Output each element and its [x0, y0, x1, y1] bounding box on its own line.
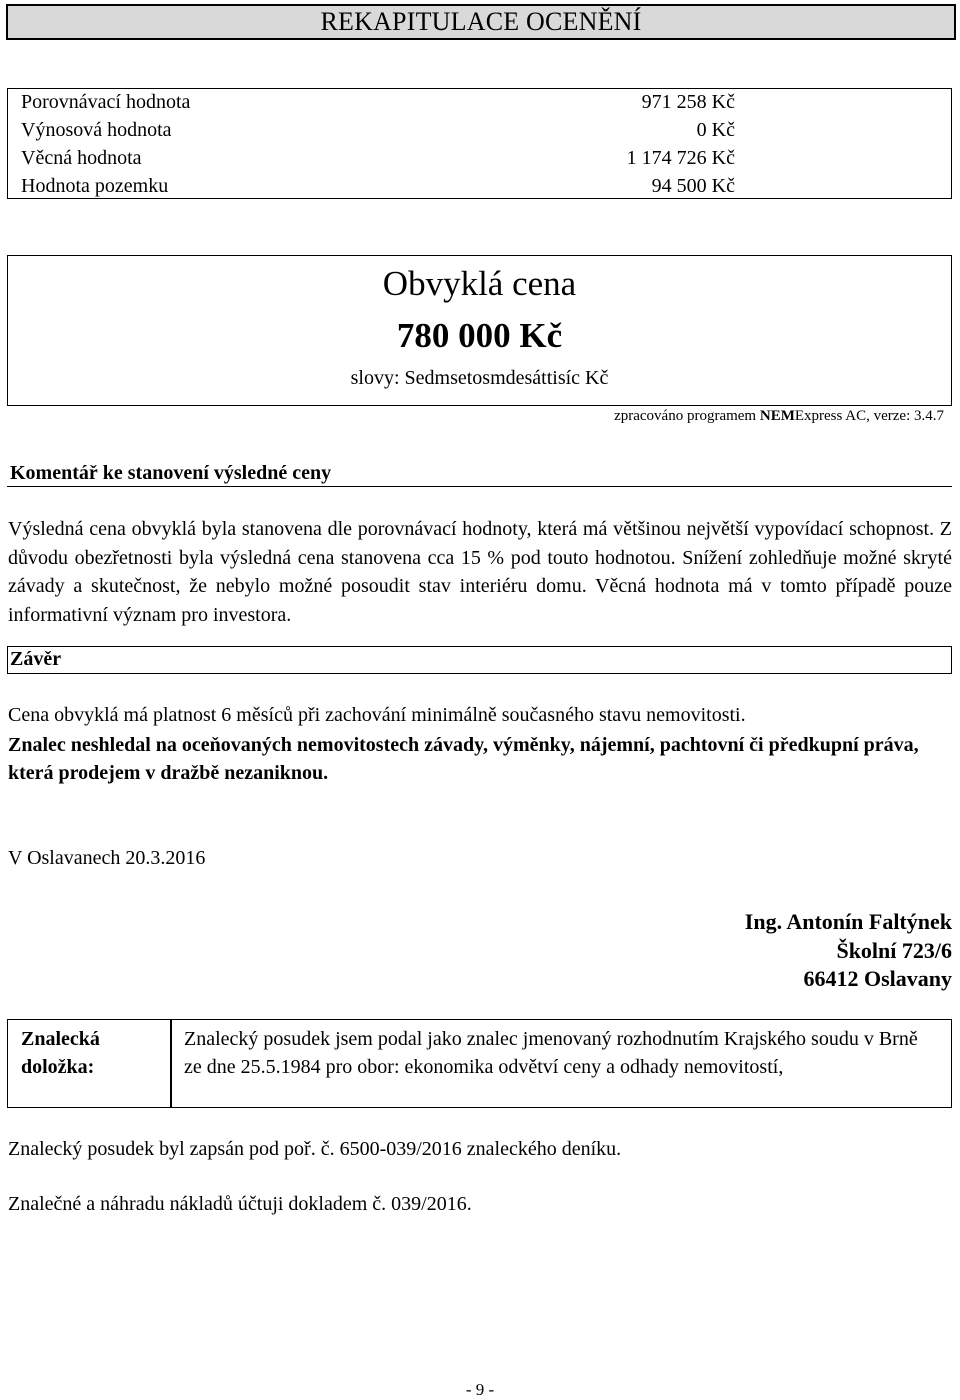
costs-invoice-line: Znalečné a náhradu nákladů účtuji dokladem č. 039/2016.: [8, 1193, 472, 1215]
program-note-brand: NEM: [759, 408, 795, 424]
diary-record-line: Znalecký posudek byl zapsán pod poř. č. 6500-039/2016 znaleckého deníku.: [8, 1138, 622, 1160]
expert-clause: [7, 1019, 952, 1108]
signature-street: Školní 723/6: [836, 937, 952, 963]
comment-text: Výsledná cena obvyklá byla stanovena dle porovnávací hodnoty, která má většinou největší vypovídací schopnost. Z důvodu obezřetnosti byla výsledná cena stanovena cca 15 % pod touto hodnotou. Snížení zohledňuje možné skryté závady a skutečnost, že nebylo možné posoudit stav interiéru domu. Věcná hodnota má v tomto případě pouze informativní význam pro investora.: [8, 518, 952, 626]
value-label: Porovnávací hodnota: [21, 91, 191, 113]
usual-price-box: [7, 255, 952, 406]
value-label: Věcná hodnota: [21, 147, 142, 169]
place-date: V Oslavanech 20.3.2016: [8, 847, 206, 869]
value-amount: 1 174 726 Kč: [626, 147, 735, 169]
page-number: - 9 -: [465, 1380, 495, 1399]
value-row: [8, 175, 951, 203]
comment-heading-text: Komentář ke stanovení výsledné ceny: [10, 462, 332, 484]
program-note-suffix: Express AC, verze: 3.4.7: [794, 408, 944, 424]
expert-clause-divider: [170, 1020, 172, 1107]
page-title-text: REKAPITULACE OCENĚNÍ: [320, 7, 642, 36]
value-label: Výnosová hodnota: [21, 119, 172, 141]
expert-clause-label: [21, 1025, 100, 1081]
validity-text: Cena obvyklá má platnost 6 měsíců při zachování minimálně současného stavu nemovitosti.: [8, 704, 746, 726]
program-note-prefix: zpracováno programem: [614, 408, 760, 424]
value-amount: 971 258 Kč: [641, 91, 735, 113]
page-title: [6, 4, 956, 40]
value-amount: 94 500 Kč: [651, 175, 735, 197]
expert-clause-label-line: Znalecká: [21, 1028, 100, 1050]
conclusion-heading-text: Závěr: [10, 648, 62, 670]
value-row: [8, 119, 951, 147]
value-amount: 0 Kč: [696, 119, 735, 141]
values-summary: [7, 88, 952, 199]
signature-block: [745, 908, 952, 994]
usual-price-words: slovy: Sedmsetosmdesáttisíc Kč: [350, 367, 609, 389]
value-row: [8, 91, 951, 119]
conclusion-heading: [7, 646, 952, 674]
value-row: [8, 147, 951, 175]
signature-city: 66412 Oslavany: [803, 966, 952, 991]
rights-statement: Znalec neshledal na oceňovaných nemovitostech závady, výměnky, nájemní, pachtovní či předkupní práva, která prodejem v dražbě nezaniknou.: [8, 734, 919, 784]
expert-clause-text: Znalecký posudek jsem podal jako znalec jmenovaný rozhodnutím Krajského soudu v Brně ze dne 25.5.1984 pro obor: ekonomika odvětví ceny a odhady nemovitostí,: [184, 1028, 918, 1078]
expert-clause-label-line: doložka:: [21, 1056, 95, 1078]
program-note: [614, 408, 944, 425]
usual-price-heading: Obvyklá cena: [382, 264, 577, 303]
usual-price-value: 780 000 Kč: [396, 316, 563, 355]
comment-heading: [7, 460, 952, 487]
signature-name: Ing. Antonín Faltýnek: [744, 909, 952, 934]
value-label: Hodnota pozemku: [21, 175, 169, 197]
